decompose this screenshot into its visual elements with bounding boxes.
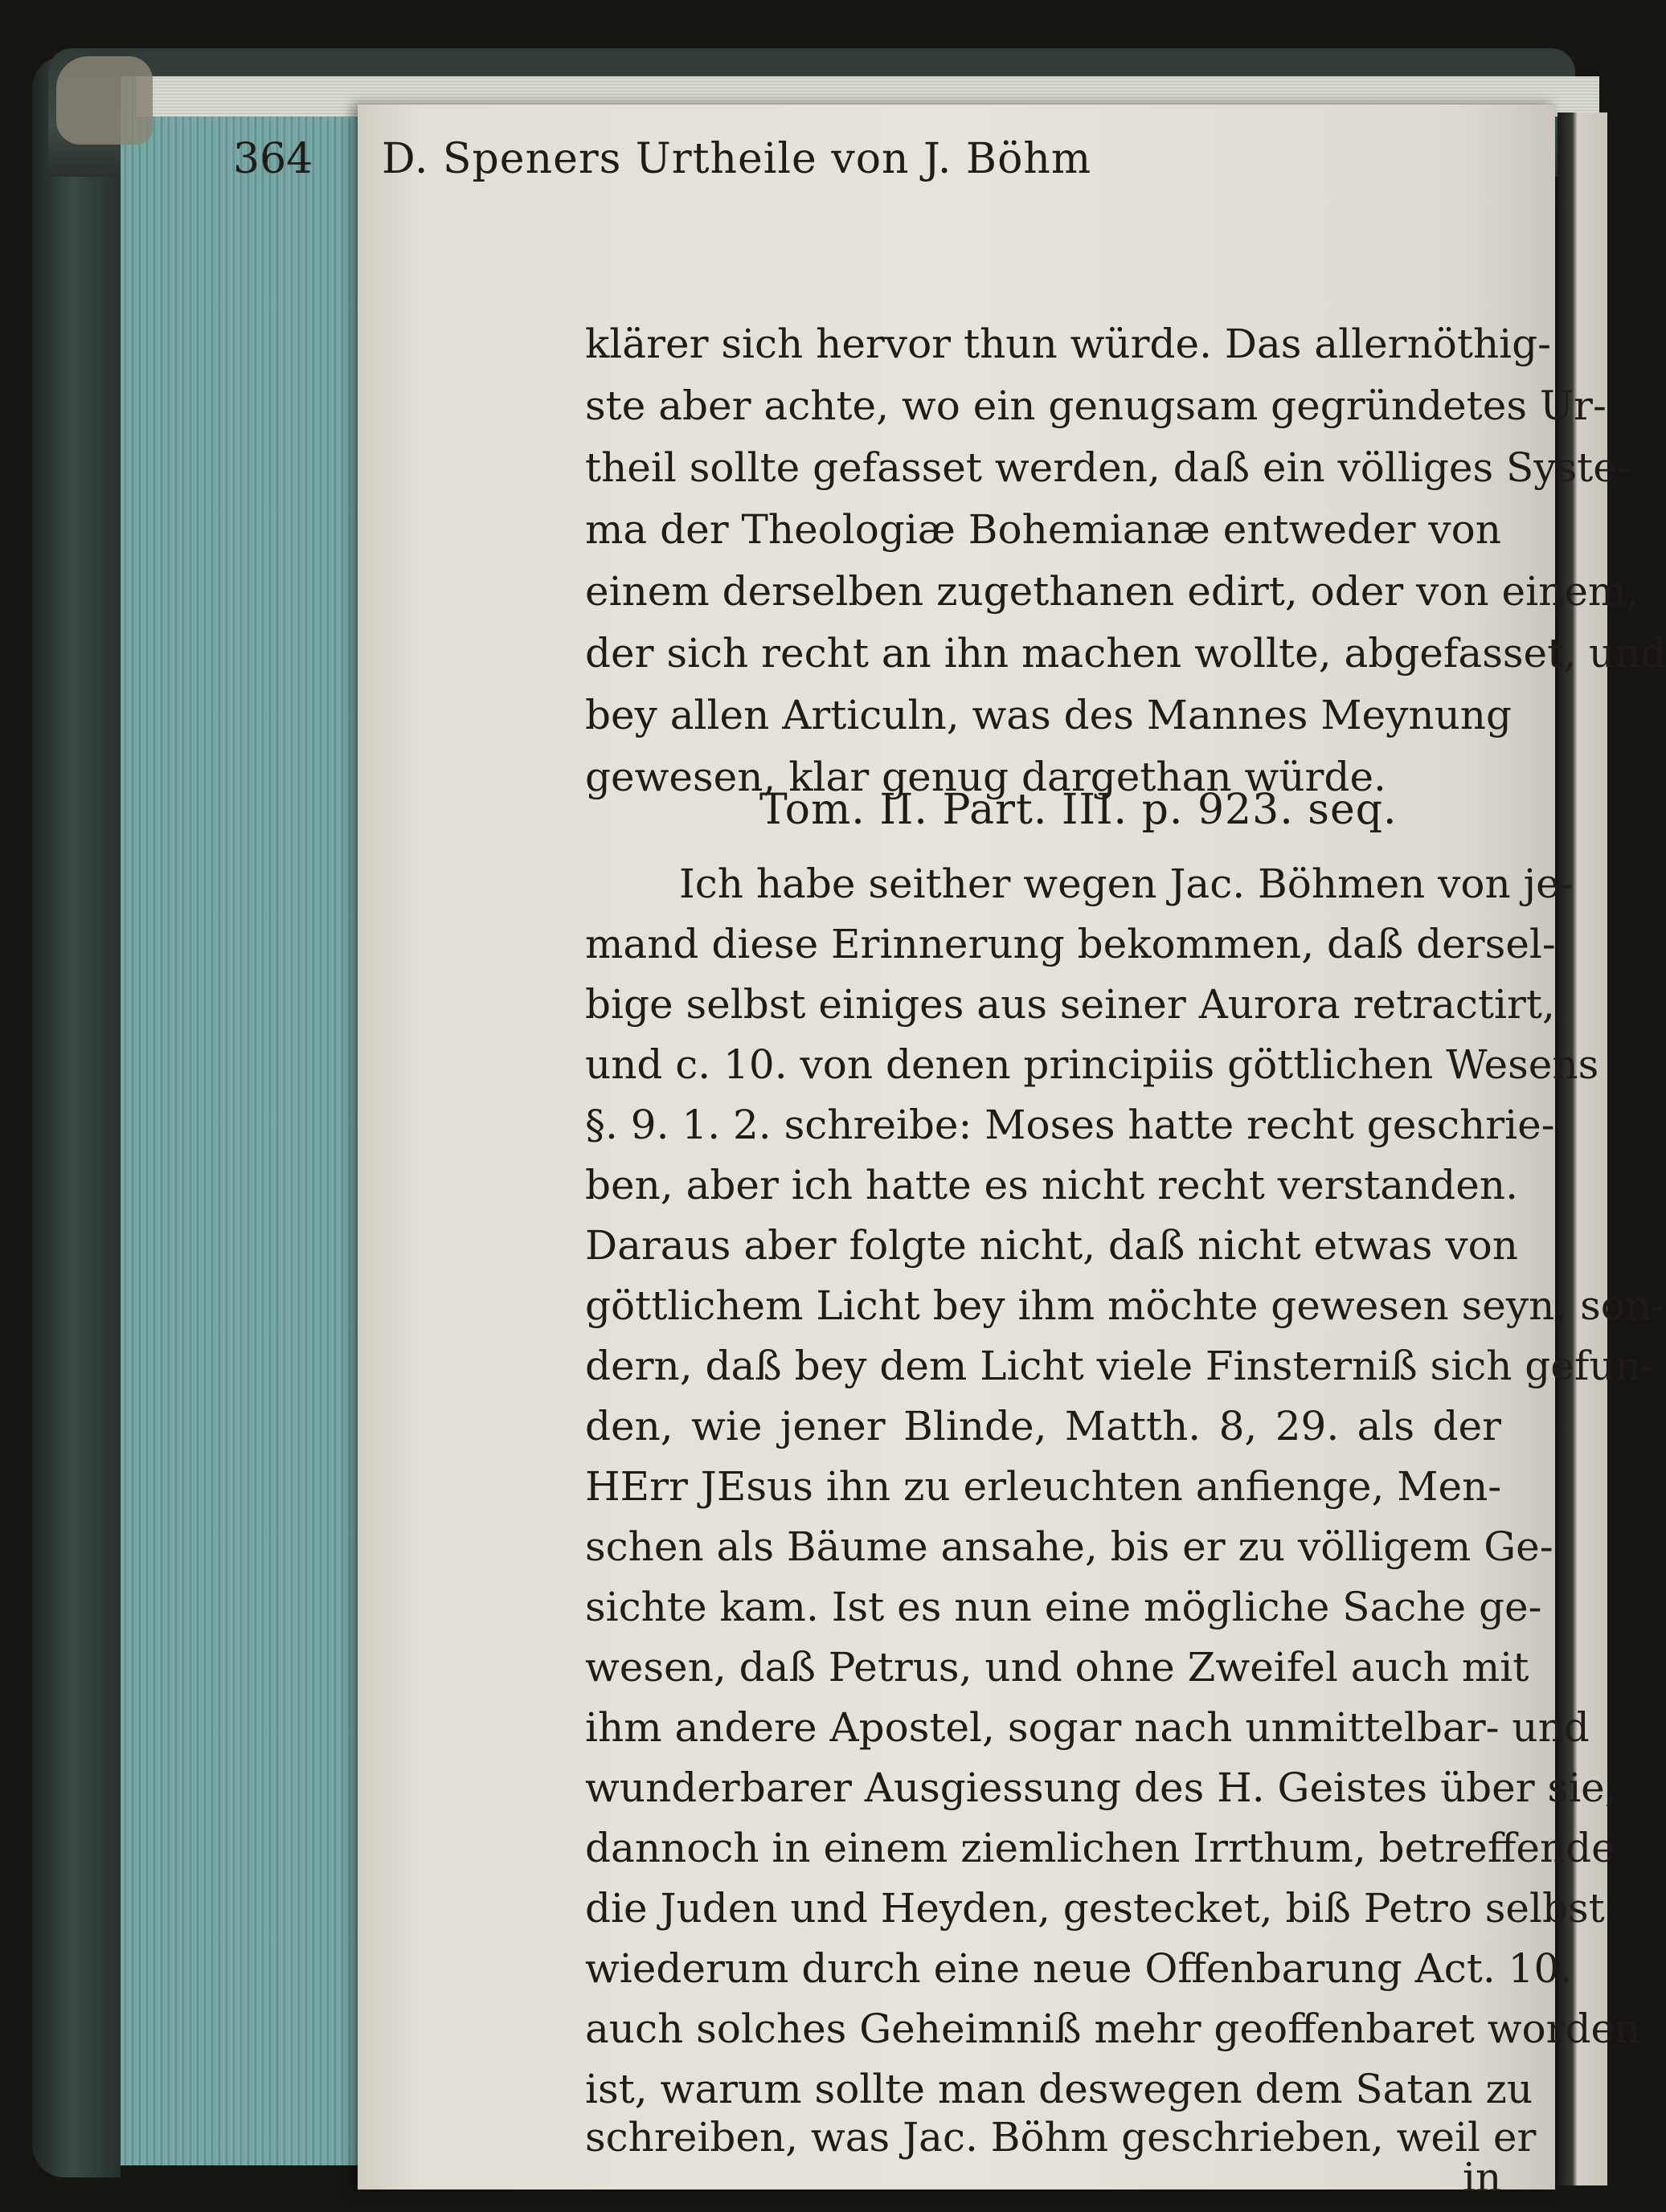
text-line: klärer sich hervor thun würde. Das allernöthig-	[585, 321, 1552, 367]
text-line: wunderbarer Ausgiessung des H. Geistes über sie,	[585, 1764, 1618, 1811]
text-line: göttlichem Licht bey ihm möchte gewesen seyn, son-	[585, 1282, 1664, 1329]
text-line: ist, warum sollte man deswegen dem Satan zu	[585, 2066, 1533, 2112]
text-line: wiederum durch eine neue Offenbarung Act. 10.	[585, 1945, 1573, 1992]
text-line: Ich habe seither wegen Jac. Böhmen von je-	[679, 861, 1574, 907]
text-line: den, wie jener Blinde, Matth. 8, 29. als der	[585, 1403, 1501, 1449]
text-line: und c. 10. von denen principiis göttlichen Wesens	[585, 1041, 1599, 1088]
text-line: wesen, daß Petrus, und ohne Zweifel auch mit	[585, 1644, 1529, 1691]
text-line: dannoch in einem ziemlichen Irrthum, betreffende	[585, 1825, 1615, 1871]
text-line: bey allen Articuln, was des Mannes Meynung	[585, 692, 1512, 738]
text-line: theil sollte gefasset werden, daß ein völliges Syste-	[585, 444, 1631, 491]
text-line: der sich recht an ihn machen wollte, abgefasset, und	[585, 630, 1666, 677]
text-line: dern, daß bey dem Licht viele Finsterniß sich gefun-	[585, 1343, 1655, 1389]
text-line: schreiben, was Jac. Böhm geschrieben, weil er	[585, 2114, 1537, 2161]
page-number: 364	[233, 135, 313, 183]
text-line: gewesen, klar genug dargethan würde.	[585, 754, 1386, 800]
running-title: D. Speners Urtheile von J. Böhm	[382, 135, 1092, 183]
text-line: sichte kam. Ist es nun eine mögliche Sache ge-	[585, 1584, 1542, 1630]
text-line: ihm andere Apostel, sogar nach unmittelbar- und	[585, 1704, 1590, 1751]
text-line: Daraus aber folgte nicht, daß nicht etwas von	[585, 1222, 1518, 1269]
text-line: HErr JEsus ihn zu erleuchten anfienge, Men-	[585, 1463, 1502, 1510]
text-line: ste aber achte, wo ein genugsam gegründetes Ur-	[585, 382, 1607, 429]
page-header	[233, 135, 1318, 191]
text-line: schen als Bäume ansahe, bis er zu völligem Ge-	[585, 1523, 1553, 1570]
text-line: bige selbst einiges aus seiner Aurora retractirt,	[585, 981, 1555, 1028]
text-line: mand diese Erinnerung bekommen, daß dersel-	[585, 921, 1556, 967]
text-line: §. 9. 1. 2. schreibe: Moses hatte recht geschrie-	[585, 1102, 1555, 1148]
text-line: ma der Theologiæ Bohemianæ entweder von	[585, 506, 1501, 553]
catchword: in	[1463, 2154, 1502, 2201]
text-line: die Juden und Heyden, gestecket, biß Petro selbst	[585, 1885, 1605, 1932]
text-line: auch solches Geheimniß mehr geoffenbaret worden	[585, 2006, 1641, 2052]
citation-heading: Tom. II. Part. III. p. 923. seq.	[759, 786, 1398, 834]
text-line: einem derselben zugethanen edirt, oder von einem,	[585, 568, 1639, 615]
text-line: ben, aber ich hatte es nicht recht verstanden.	[585, 1162, 1518, 1208]
